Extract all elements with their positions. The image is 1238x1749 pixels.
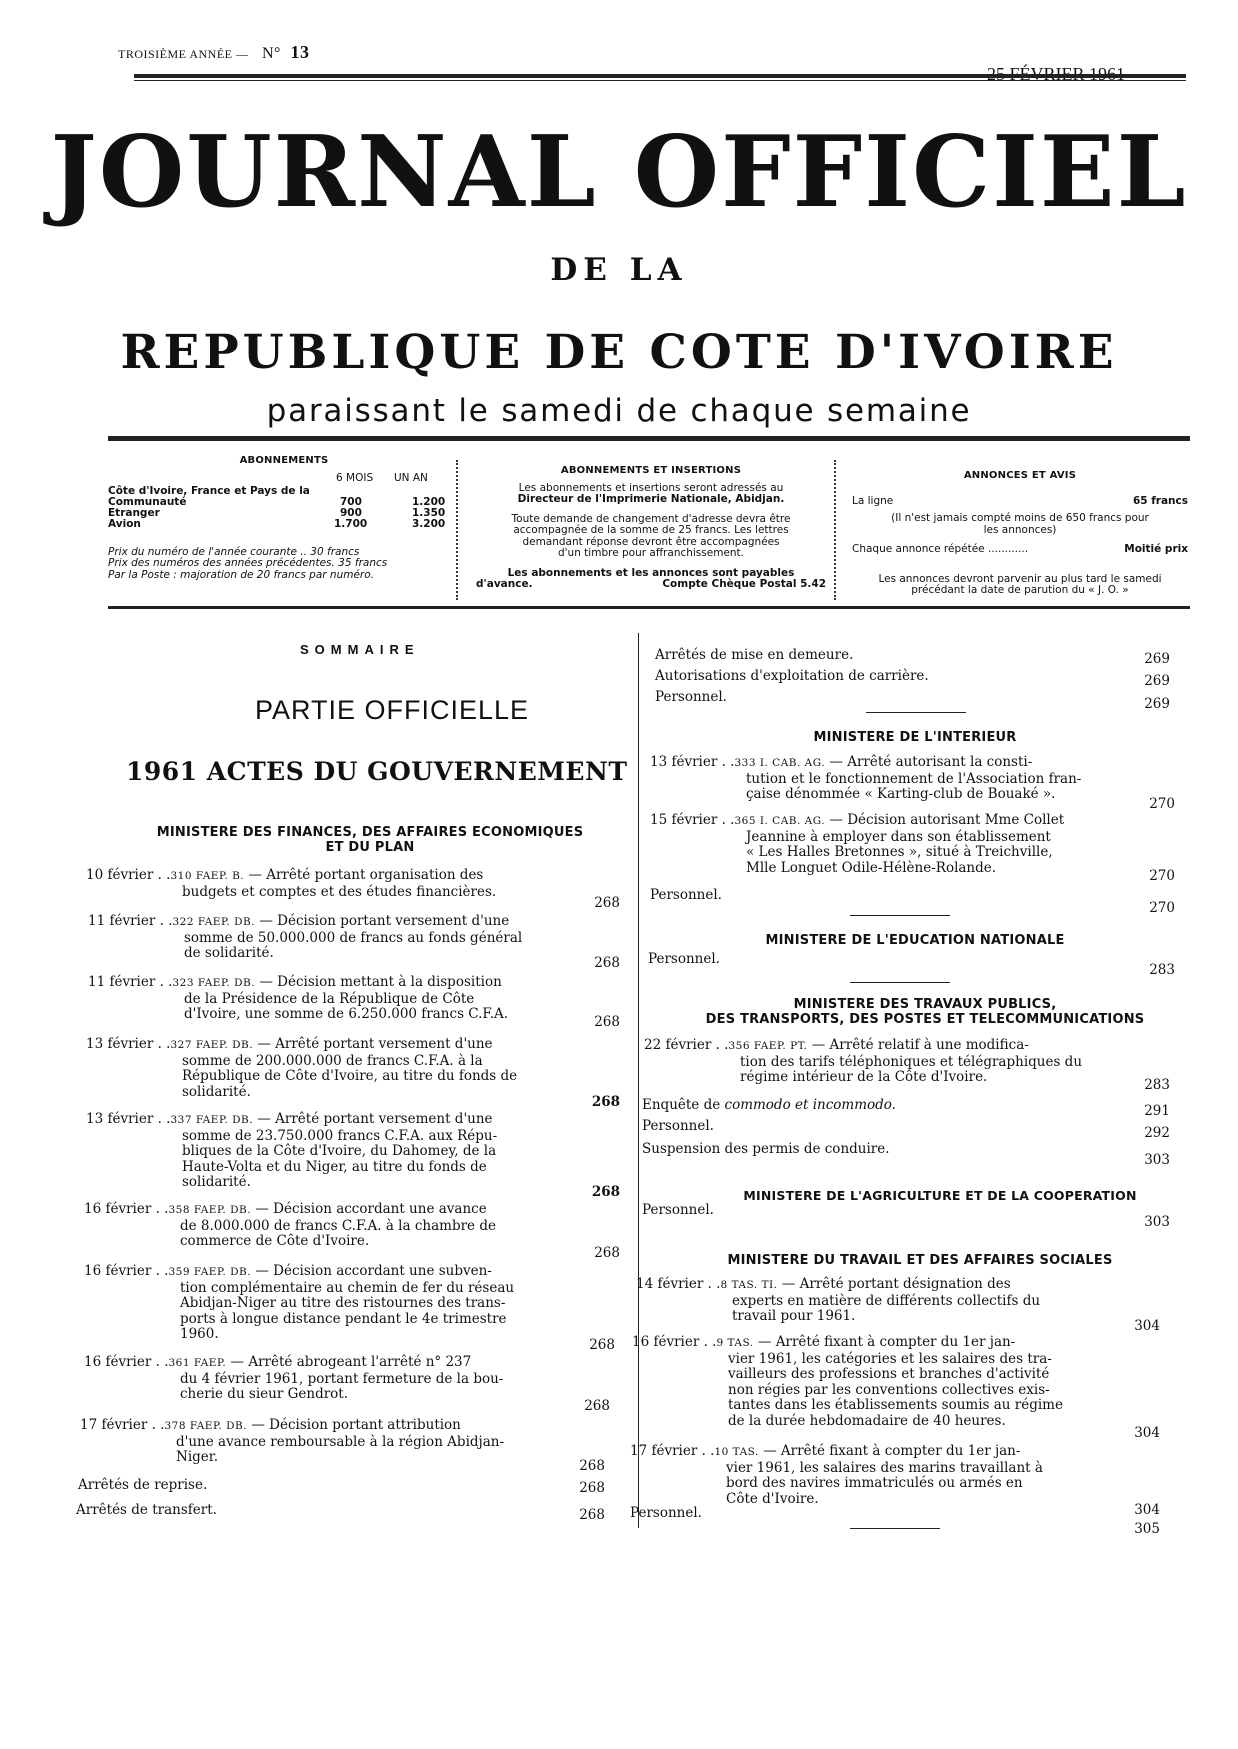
repetee-label: Chaque annonce répétée ............ <box>852 543 1029 555</box>
ministry-finances-line1: MINISTERE DES FINANCES, DES AFFAIRES ECONOMIQUES <box>156 825 584 840</box>
row-an-1: 1.200 <box>412 495 446 508</box>
page-number: 268 <box>579 1480 605 1496</box>
page-number: 292 <box>1144 1125 1170 1141</box>
header-rule-thin <box>134 80 1186 81</box>
row-label-2: Etranger <box>108 506 160 519</box>
list-item: 17 février . .10 TAS. — Arrêté fixant à compter du 1er jan- vier 1961, les salaires des marins travaillant à bord des navires immatriculés ou armés en Côte d'Ivoire. <box>630 1443 1043 1507</box>
insertions-p3b: d'avance. <box>476 578 533 590</box>
insertions-box <box>476 465 826 591</box>
list-item-suspension: Suspension des permis de conduire. <box>642 1141 890 1157</box>
page-number: 268 <box>584 1398 610 1414</box>
page-number: 268 <box>594 955 620 971</box>
annonces-deadline-2: précédant la date de parution du « J. O. » <box>911 584 1129 596</box>
ministry-tp-line1: MINISTERE DES TRAVAUX PUBLICS, <box>793 997 1057 1012</box>
masthead-title: JOURNAL OFFICIEL <box>50 115 1188 230</box>
prix-line-2: Prix des numéros des années précédentes. 35 francs <box>108 557 388 569</box>
repetee-value: Moitié prix <box>1124 543 1188 555</box>
page-number: 268 <box>591 1184 620 1200</box>
actes-heading: 1961 ACTES DU GOUVERNEMENT <box>126 757 628 786</box>
insertions-p2b: accompagnée de la somme de 25 francs. Les lettres <box>513 524 789 536</box>
ministry-finances-line2: ET DU PLAN <box>325 840 415 855</box>
list-item: 11 février . .323 FAEP. DB. — Décision mettant à la disposition de la Présidence de la République de Côte d'Ivoire, une somme de 6.250.000 francs C.F.A. <box>88 974 509 1022</box>
ministry-education: MINISTERE DE L'EDUCATION NATIONALE <box>765 933 1065 948</box>
page-number: 268 <box>591 1094 620 1110</box>
page-number: 283 <box>1144 1077 1170 1093</box>
list-item: 14 février . .8 TAS. TI. — Arrêté portant désignation des experts en matière de différents collectifs du travail pour 1961. <box>636 1276 1041 1324</box>
list-item-reprise: Arrêtés de reprise. <box>78 1477 208 1493</box>
row-an-2: 1.350 <box>412 506 446 519</box>
abonnements-box <box>108 455 460 581</box>
list-item-personnel: Personnel. <box>642 1202 714 1218</box>
row-six-2: 900 <box>340 506 362 519</box>
list-item: 10 février . .310 FAEP. B. — Arrêté portant organisation des budgets et comptes et des études financières. <box>86 867 497 900</box>
page-number: 268 <box>589 1337 615 1353</box>
masthead-tagline: paraissant le samedi de chaque semaine <box>266 393 972 429</box>
annonces-note-1: (Il n'est jamais compté moins de 650 francs pour <box>891 512 1149 524</box>
section-rule <box>866 712 966 713</box>
page-number: 268 <box>579 1507 605 1523</box>
ligne-label: La ligne <box>852 494 894 507</box>
sommaire-title: SOMMAIRE <box>300 642 420 657</box>
issue-label: N° <box>262 45 281 62</box>
box-divider-2 <box>834 460 844 600</box>
list-item: 16 février . .361 FAEP. — Arrêté abrogeant l'arrêté n° 237 du 4 février 1961, portant fermeture de la bou- cherie du sieur Gendrot. <box>84 1354 504 1402</box>
row-label-3: Avion <box>108 517 141 530</box>
list-item: 13 février . .337 FAEP. DB. — Arrêté portant versement d'une somme de 23.750.000 francs C.F.A. aux Répu- bliques de la Côte d'Ivoire, du Dahomey, de la Haute-Volta et du Niger, au titre du fonds de solidarité. <box>86 1111 498 1190</box>
annonces-note-2: les annonces) <box>983 523 1057 536</box>
prix-line-3: Par la Poste : majoration de 20 francs par numéro. <box>108 568 375 581</box>
ligne-value: 65 francs <box>1132 494 1188 507</box>
header-rule <box>134 74 1186 78</box>
page-number: 304 <box>1134 1502 1160 1518</box>
box-bottom-rule <box>108 606 1190 609</box>
ministry-tp-line2: DES TRANSPORTS, DES POSTES ET TELECOMMUNICATIONS <box>705 1012 1145 1027</box>
page-number: 269 <box>1144 651 1170 667</box>
insertions-p2d: d'un timbre pour affranchissement. <box>557 547 745 559</box>
issue-line <box>118 42 309 63</box>
list-item: 11 février . .322 FAEP. DB. — Décision portant versement d'une somme de 50.000.000 de francs au fonds général de solidarité. <box>88 913 523 961</box>
partie-officielle: PARTIE OFFICIELLE <box>255 695 530 725</box>
page-number: 305 <box>1134 1521 1160 1537</box>
annonces-title: ANNONCES ET AVIS <box>963 470 1077 481</box>
col-6mois: 6 MOIS <box>336 471 374 484</box>
list-item: 16 février . .358 FAEP. DB. — Décision accordant une avance de 8.000.000 de francs C.F.A. à la chambre de commerce de Côte d'Ivoire. <box>84 1201 496 1249</box>
list-item-carriere: Autorisations d'exploitation de carrière. <box>655 668 929 684</box>
row-six-3: 1.700 <box>334 517 368 530</box>
ministry-finances <box>120 825 620 855</box>
box-top-rule <box>108 436 1190 441</box>
page-number: 269 <box>1144 673 1170 689</box>
prix-line-1: Prix du numéro de l'année courante .. 30 francs <box>108 545 360 558</box>
insertions-p3c: Compte Chèque Postal 5.42 <box>662 578 826 590</box>
list-item: 13 février . .333 I. CAB. AG. — Arrêté autorisant la consti- tution et le fonctionnement de l'Association fran- çaise dénommée « Karting-club de Bouaké ». <box>650 754 1082 802</box>
row-six-1: 700 <box>340 495 362 508</box>
insertions-p2a: Toute demande de changement d'adresse devra être <box>511 512 791 525</box>
list-item: 16 février . .9 TAS. — Arrêté fixant à compter du 1er jan- vier 1961, les catégories et les salaires des tra- vailleurs des professions et branches d'activité non régies par les conventions collectives exis- tantes dans les établissements soumis au régime de la durée hebdomadaire de 40 heures. <box>632 1334 1063 1429</box>
annonces-box <box>852 470 1188 597</box>
insertions-p1b: Directeur de l'Imprimerie Nationale, Abidjan. <box>517 493 785 505</box>
page-number: 270 <box>1149 868 1175 884</box>
insertions-p1: Les abonnements et insertions seront adressés au <box>518 481 784 494</box>
annonces-deadline-1: Les annonces devront parvenir au plus tard le samedi <box>878 572 1162 585</box>
page-number: 304 <box>1134 1425 1160 1441</box>
list-item: 22 février . .356 FAEP. PT. — Arrêté relatif à une modifica- tion des tarifs téléphoniques et télégraphiques du régime intérieur de la Côte d'Ivoire. <box>644 1037 1083 1085</box>
list-item-personnel: Personnel. <box>655 689 727 705</box>
page-number: 270 <box>1149 796 1175 812</box>
list-item: 13 février . .327 FAEP. DB. — Arrêté portant versement d'une somme de 200.000.000 de francs C.F.A. à la République de Côte d'Ivoire, au titre du fonds de solidarité. <box>86 1036 518 1100</box>
ministry-agriculture: MINISTERE DE L'AGRICULTURE ET DE LA COOPERATION <box>743 1188 1137 1203</box>
list-item: 16 février . .359 FAEP. DB. — Décision accordant une subven- tion complémentaire au chemin de fer du réseau Abidjan-Niger au titre des ristournes des trans- ports à longue distance pendant le 4e trimestre 1960. <box>84 1263 515 1342</box>
list-item: 17 février . .378 FAEP. DB. — Décision portant attribution d'une avance remboursable à la région Abidjan- Niger. <box>80 1417 505 1465</box>
insertions-p2c: demandant réponse devront être accompagnées <box>522 535 780 548</box>
list-item-mise: Arrêtés de mise en demeure. <box>655 647 854 663</box>
box-divider-1 <box>456 460 466 600</box>
row-an-3: 3.200 <box>412 517 446 530</box>
page-number: 268 <box>594 1014 620 1030</box>
row-label-1: Côte d'Ivoire, France et Pays de la Communauté <box>108 484 310 508</box>
abonnements-title: ABONNEMENTS <box>239 455 329 466</box>
page-number: 303 <box>1144 1214 1170 1230</box>
list-item-personnel: Personnel. <box>630 1505 702 1521</box>
issue-number: 13 <box>290 42 310 62</box>
insertions-title: ABONNEMENTS ET INSERTIONS <box>560 465 742 476</box>
page-number: 304 <box>1134 1318 1160 1334</box>
list-item-transfert: Arrêtés de transfert. <box>76 1502 217 1518</box>
list-item: 15 février . .365 I. CAB. AG. — Décision autorisant Mme Collet Jeannine à employer dans son établissement « Les Halles Bretonnes », situé à Treichville, Mlle Longuet Odile-Hélène-Rolande. <box>650 812 1065 876</box>
insertions-p3a: Les abonnements et les annonces sont payables <box>507 566 795 579</box>
section-rule <box>850 915 950 916</box>
list-item-personnel: Personnel. <box>648 951 720 967</box>
page-number: 268 <box>579 1458 605 1474</box>
page-number: 268 <box>594 1245 620 1261</box>
ministry-interieur: MINISTERE DE L'INTERIEUR <box>813 730 1017 745</box>
section-rule <box>850 982 950 983</box>
ministry-travail: MINISTERE DU TRAVAIL ET DES AFFAIRES SOCIALES <box>727 1253 1113 1268</box>
ministry-travaux-publics <box>650 997 1200 1027</box>
list-item-enquete: Enquête de commodo et incommodo. <box>642 1097 896 1113</box>
page-number: 270 <box>1149 900 1175 916</box>
col-an: UN AN <box>394 471 428 484</box>
page-number: 303 <box>1144 1152 1170 1168</box>
page-number: 283 <box>1149 962 1175 978</box>
page-number: 291 <box>1144 1103 1170 1119</box>
list-item-personnel: Personnel. <box>642 1118 714 1134</box>
page-number: 268 <box>594 895 620 911</box>
list-item-personnel: Personnel. <box>650 887 722 903</box>
masthead-de-la: DE LA <box>550 252 688 288</box>
section-rule <box>850 1528 940 1529</box>
year-label: TROISIÈME ANNÉE — <box>118 47 249 61</box>
page-number: 269 <box>1144 696 1170 712</box>
masthead-republique: REPUBLIQUE DE COTE D'IVOIRE <box>120 325 1118 380</box>
